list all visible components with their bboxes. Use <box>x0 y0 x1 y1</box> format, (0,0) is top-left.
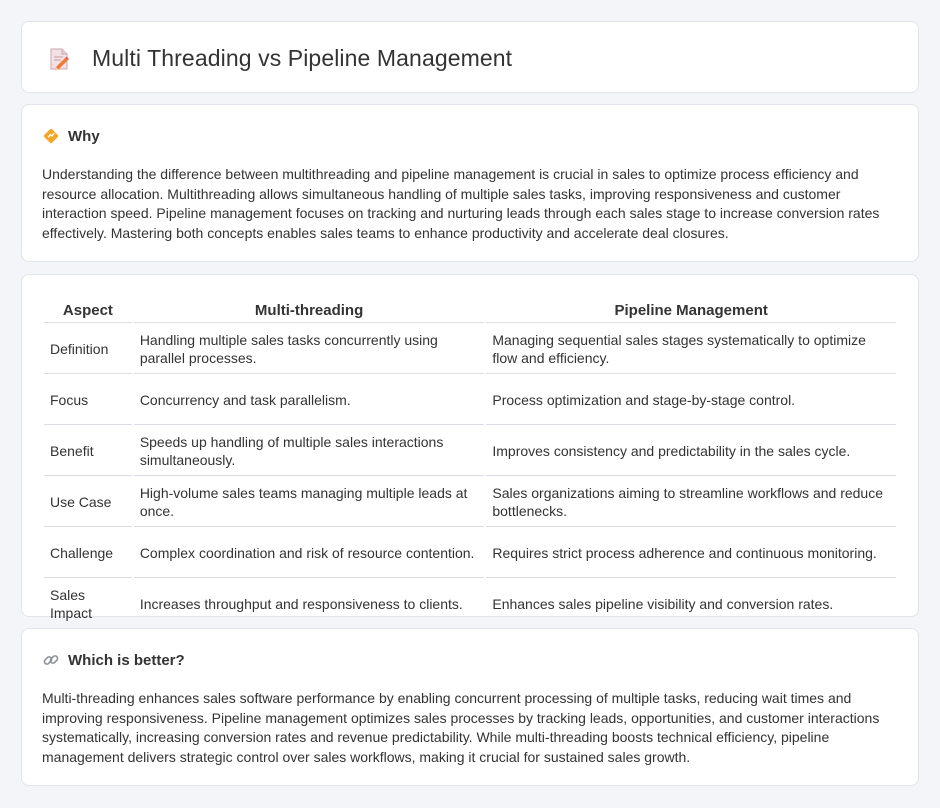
title-row <box>46 45 512 72</box>
better-body: Multi-threading enhances sales software performance by enabling concurrent processing of multiple tasks, reducing wait times and improving responsiveness. Pipeline management optimizes sales processes by tracking leads, opportunities, and customer interactions systematically, increasing conversion rates and revenue predictability. While multi-threading boosts technical efficiency, pipeline management delivers strategic control over sales workflows, making it crucial for sustained sales growth. <box>42 690 880 765</box>
page-title: Multi Threading vs Pipeline Management <box>92 45 513 71</box>
comparison-table <box>42 295 898 631</box>
cell-aspect: Benefit <box>44 427 132 476</box>
table-row <box>44 580 896 629</box>
cell-aspect: Focus <box>44 376 132 425</box>
cell-aspect: Sales Impact <box>44 580 132 629</box>
table-row <box>44 478 896 527</box>
cell-multi-threading: Complex coordination and risk of resource contention. <box>134 529 485 578</box>
why-header <box>42 127 100 145</box>
cell-multi-threading: High-volume sales teams managing multiple leads at once. <box>134 478 485 527</box>
cell-pipeline-management: Process optimization and stage-by-stage control. <box>486 376 896 425</box>
cell-aspect: Use Case <box>44 478 132 527</box>
comparison-section <box>21 274 919 621</box>
better-heading: Which is better? <box>68 651 185 669</box>
cell-aspect: Challenge <box>44 529 132 578</box>
header-aspect: Aspect <box>44 297 132 323</box>
cell-pipeline-management: Requires strict process adherence and continuous monitoring. <box>486 529 896 578</box>
cell-pipeline-management: Improves consistency and predictability in the sales cycle. <box>486 427 896 476</box>
document-pencil-icon <box>46 46 72 72</box>
table-row <box>44 325 896 374</box>
header-multi-threading: Multi-threading <box>134 297 485 323</box>
why-body: Understanding the difference between multithreading and pipeline management is crucial in sales to optimize process efficiency and resource allocation. Multithreading allows simultaneous handling of multiple sales tasks, improving responsiveness and customer interaction speed. Pipeline management focuses on tracking and nurturing leads through each sales stage to increase conversion rates effectively. Mastering both concepts enables sales teams to enhance productivity and accelerate deal closures. <box>42 166 880 241</box>
diamond-icon <box>42 127 60 145</box>
cell-pipeline-management: Enhances sales pipeline visibility and conversion rates. <box>486 580 896 629</box>
better-header <box>42 651 185 669</box>
table-header-row <box>44 297 896 323</box>
cell-multi-threading: Handling multiple sales tasks concurrently using parallel processes. <box>134 325 485 374</box>
cell-multi-threading: Increases throughput and responsiveness to clients. <box>134 580 485 629</box>
header-pipeline-management: Pipeline Management <box>486 297 896 323</box>
title-card <box>21 21 919 93</box>
cell-multi-threading: Concurrency and task parallelism. <box>134 376 485 425</box>
table-row <box>44 376 896 425</box>
cell-pipeline-management: Managing sequential sales stages systematically to optimize flow and efficiency. <box>486 325 896 374</box>
table-row <box>44 529 896 578</box>
cell-multi-threading: Speeds up handling of multiple sales interactions simultaneously. <box>134 427 485 476</box>
why-section <box>21 104 919 262</box>
which-is-better-section <box>21 628 919 786</box>
why-heading: Why <box>68 127 100 145</box>
link-icon <box>42 651 60 669</box>
cell-aspect: Definition <box>44 325 132 374</box>
cell-pipeline-management: Sales organizations aiming to streamline workflows and reduce bottlenecks. <box>486 478 896 527</box>
table-row <box>44 427 896 476</box>
